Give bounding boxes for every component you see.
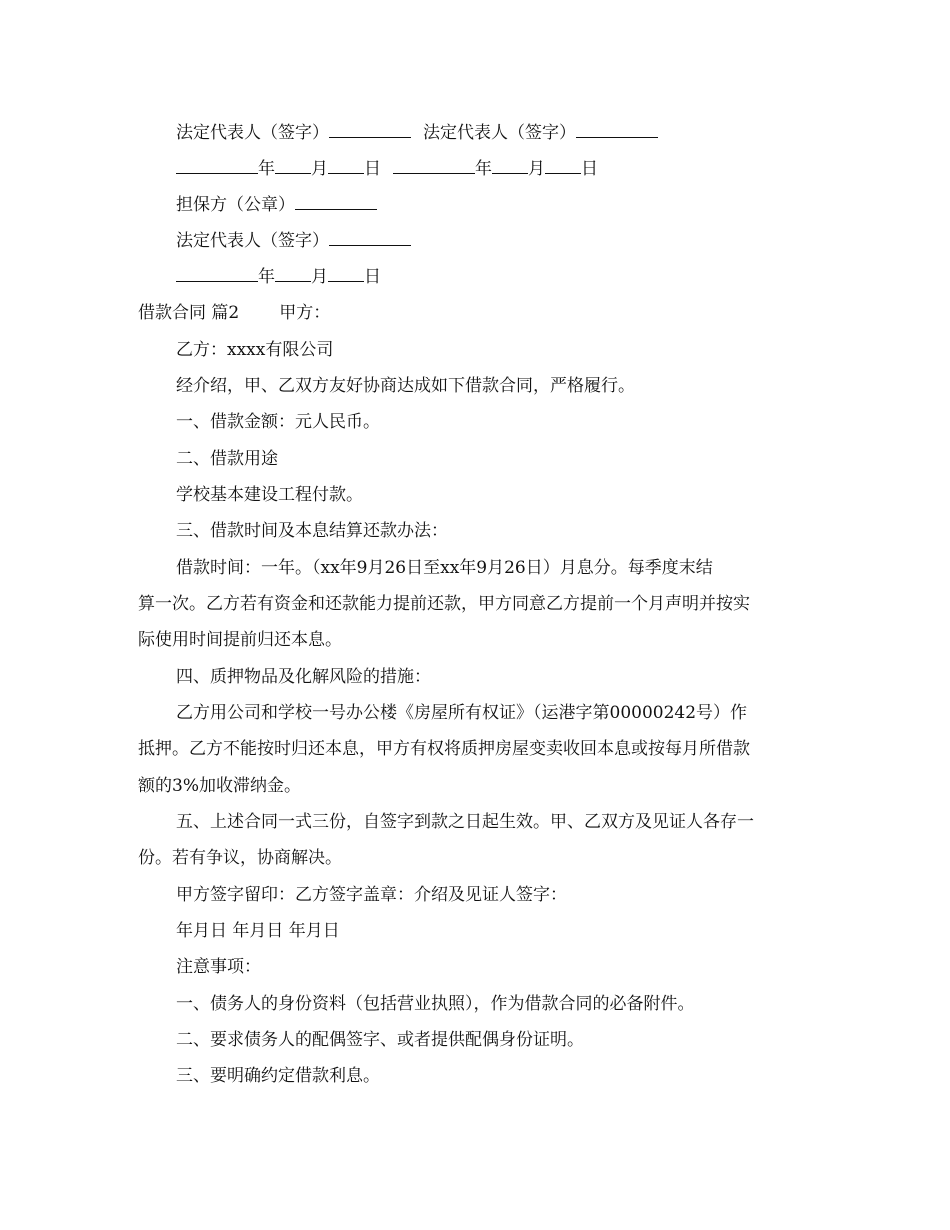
section-3-body-line-2: 算一次。乙方若有资金和还款能力提前还款，甲方同意乙方提前一个月声明并按实	[138, 594, 750, 614]
signature-blank	[329, 231, 411, 246]
section-2-heading: 二、借款用途	[176, 449, 278, 469]
year-blank	[393, 159, 475, 174]
party-a-label: 甲方：	[279, 303, 331, 323]
signatures-line: 甲方签字留印：乙方签字盖章：介绍及见证人签字：	[176, 885, 567, 905]
section-4-body-line-2: 抵押。乙方不能按时归还本息，甲方有权将质押房屋变卖收回本息或按每月所借款	[138, 739, 750, 759]
date-line-single	[176, 267, 381, 287]
day-label: 日	[364, 267, 381, 287]
contract-heading: 借款合同 篇2	[138, 303, 240, 323]
section-5-line-2: 份。若有争议，协商解决。	[138, 848, 342, 868]
legal-rep-label-a: 法定代表人（签字）	[176, 123, 329, 143]
notes-title: 注意事项：	[176, 957, 261, 977]
year-blank	[176, 267, 258, 282]
month-label: 月	[311, 159, 328, 179]
month-label: 月	[311, 267, 328, 287]
legal-rep-label-b: 法定代表人（签字）	[423, 123, 576, 143]
guarantor-label: 担保方（公章）	[176, 195, 295, 215]
year-blank	[176, 159, 258, 174]
month-label: 月	[528, 159, 545, 179]
guarantor-legal-rep-line	[176, 231, 411, 251]
note-1: 一、债务人的身份资料（包括营业执照），作为借款合同的必备附件。	[176, 994, 695, 1014]
section-3-body-line-1: 借款时间：一年。（xx年9月26日至xx年9月26日）月息分。每季度末结	[176, 558, 713, 578]
month-blank	[492, 159, 528, 174]
legal-rep-label-c: 法定代表人（签字）	[176, 231, 329, 251]
day-label: 日	[581, 159, 598, 179]
section-4-body-line-1: 乙方用公司和学校一号办公楼《房屋所有权证》（运港字第00000242号）作	[176, 703, 748, 723]
day-blank	[328, 267, 364, 282]
seal-blank	[295, 195, 377, 210]
day-blank	[545, 159, 581, 174]
intro-paragraph: 经介绍，甲、乙双方友好协商达成如下借款合同，严格履行。	[176, 376, 635, 396]
year-label: 年	[258, 267, 275, 287]
contract-heading-line	[138, 303, 330, 323]
section-3-body-line-3: 际使用时间提前归还本息。	[138, 630, 342, 650]
section-5-line-1: 五、上述合同一式三份，自签字到款之日起生效。甲、乙双方及见证人各存一	[176, 812, 754, 832]
guarantor-seal-line	[176, 195, 377, 215]
note-2: 二、要求债务人的配偶签字、或者提供配偶身份证明。	[176, 1030, 584, 1050]
month-blank	[275, 267, 311, 282]
section-2-body: 学校基本建设工程付款。	[176, 485, 363, 505]
month-blank	[275, 159, 311, 174]
year-label: 年	[258, 159, 275, 179]
section-3-heading: 三、借款时间及本息结算还款办法：	[176, 521, 448, 541]
signature-blank	[329, 123, 411, 138]
dates-line: 年月日 年月日 年月日	[176, 921, 340, 941]
day-blank	[328, 159, 364, 174]
section-4-heading: 四、质押物品及化解风险的措施：	[176, 667, 431, 687]
date-line-double	[176, 159, 598, 179]
year-label: 年	[475, 159, 492, 179]
legal-rep-signature-line	[176, 123, 658, 143]
signature-blank	[576, 123, 658, 138]
party-b: 乙方：xxxx有限公司	[176, 340, 334, 360]
section-4-body-line-3: 额的3%加收滞纳金。	[138, 776, 301, 796]
note-3: 三、要明确约定借款利息。	[176, 1066, 380, 1086]
section-1-amount: 一、借款金额：元人民币。	[176, 412, 380, 432]
day-label: 日	[364, 159, 381, 179]
